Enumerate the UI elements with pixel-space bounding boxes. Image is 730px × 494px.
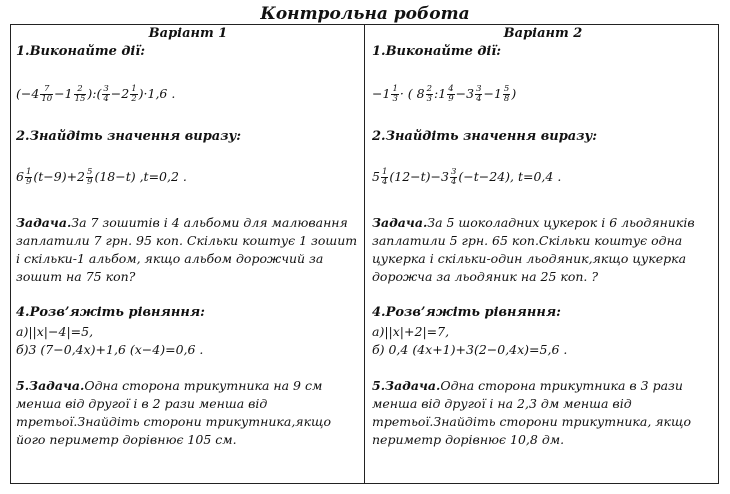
denominator: 3: [392, 94, 398, 104]
v2-task5-label: 5.Задача.: [372, 378, 441, 393]
numerator: 2: [74, 85, 87, 95]
v1-t2-fraction: [25, 168, 32, 187]
v1-task2-expression: [16, 168, 360, 187]
v2-task1-expression: [372, 85, 714, 104]
v2-task3: [372, 214, 714, 286]
denominator: 10: [41, 94, 53, 104]
numerator: 4: [448, 84, 454, 94]
v2-task2-title: 2.Знайдіть значення виразу:: [372, 129, 598, 144]
variant-2-column: [372, 25, 714, 483]
v2-t1-fraction: [391, 85, 398, 104]
numerator: 1: [381, 167, 388, 177]
v2-task3-text: За 5 шоколадних цукерок і 6 льодяників заплатили 5 грн. 65 коп.Скільки коштує одна цукерка і скільки-один льодяник,якщо цукерка дорожча за льодяник на 25 коп. ?: [372, 215, 695, 284]
v2-task5-text: Одна сторона трикутника в 3 рази менша від другої і на 2,3 дм менша від третьої.Знайдіть сторони трикутника, якщо периметр дорівнює 10,8 дм.: [372, 378, 692, 447]
worksheet-table: [10, 24, 719, 484]
v1-task3-text: За 7 зошитів і 4 альбоми для малювання заплатили 7 грн. 95 коп. Скільки коштує 1 зошит і скільки-1 альбом, якщо альбом дорожчий за зошит на 75 коп?: [16, 215, 358, 284]
denominator: 15: [74, 94, 86, 104]
v2-task1-title: 1.Виконайте дії:: [372, 44, 502, 59]
denominator: 9: [25, 177, 32, 187]
v2-t1-fraction: [447, 85, 454, 104]
numerator: 5: [503, 84, 510, 94]
v2-task4-title: 4.Розв’яжіть рівняння:: [372, 305, 561, 320]
v1-task5-label: 5.Задача.: [16, 378, 85, 393]
v2-t1-fraction: [475, 85, 482, 104]
v1-t2-part: (t−9)+2: [33, 169, 86, 184]
v1-task1-title: 1.Виконайте дії:: [16, 44, 146, 59]
v2-task2-expression: [372, 168, 714, 187]
v1-task5: [16, 377, 360, 449]
v1-t2-part: (18−t) ,t=0,2 .: [94, 169, 187, 184]
v1-task2-title: 2.Знайдіть значення виразу:: [16, 129, 242, 144]
v1-task4-title: 4.Розв’яжіть рівняння:: [16, 305, 205, 320]
v2-t2-fraction: [450, 168, 457, 187]
v1-task4-b: б)3 (7−0,4x)+1,6 (x−4)=0,6 .: [16, 342, 204, 357]
v2-t1-fraction: [426, 85, 433, 104]
v1-t1-part: −2: [110, 86, 130, 101]
v2-task4-a: а)||x|+2|=7,: [372, 324, 450, 339]
numerator: 1: [392, 84, 398, 94]
v1-t1-fraction: [74, 85, 87, 104]
numerator: 5: [87, 167, 93, 177]
v2-t1-fraction: [503, 85, 510, 104]
v2-t1-part: ): [511, 86, 517, 101]
v2-t1-part: :1: [434, 86, 447, 101]
v2-t2-part: (−t−24), t=0,4 .: [458, 169, 562, 184]
v2-task5: [372, 377, 714, 449]
v1-t1-part: )·1,6 .: [138, 86, 176, 101]
v1-t2-part: 6: [16, 169, 24, 184]
page-title: Контрольна робота: [260, 4, 470, 24]
denominator: 4: [450, 177, 457, 187]
v1-t1-fraction: [130, 85, 137, 104]
v1-t1-fraction: [40, 85, 53, 104]
denominator: 4: [476, 94, 482, 104]
v1-task3: [16, 214, 360, 286]
denominator: 2: [131, 94, 137, 104]
denominator: 9: [448, 94, 454, 104]
denominator: 8: [503, 94, 510, 104]
denominator: 4: [103, 94, 109, 104]
denominator: 3: [426, 94, 433, 104]
v1-t1-part: (−4: [16, 86, 40, 101]
numerator: 3: [450, 167, 457, 177]
v2-t1-part: · ( 8: [399, 86, 425, 101]
v1-task4-a: а)||x|−4|=5,: [16, 324, 94, 339]
v1-task3-label: Задача.: [16, 215, 72, 230]
denominator: 9: [87, 177, 93, 187]
numerator: 2: [426, 84, 433, 94]
denominator: 4: [381, 177, 388, 187]
v1-task1-expression: [16, 85, 360, 104]
v2-task3-label: Задача.: [372, 215, 428, 230]
numerator: 3: [476, 84, 482, 94]
numerator: 3: [103, 84, 109, 94]
v2-t1-part: −3: [455, 86, 475, 101]
v2-t1-part: −1: [372, 86, 391, 101]
v1-t2-fraction: [86, 168, 93, 187]
v1-t1-part: −1: [54, 86, 73, 101]
v1-t1-part: ):(: [87, 86, 102, 101]
numerator: 7: [40, 85, 53, 95]
variant-2-heading: Варіант 2: [503, 26, 583, 41]
v2-t1-part: −1: [483, 86, 502, 101]
variant-1-heading: Варіант 1: [148, 26, 228, 41]
v1-t1-fraction: [102, 85, 109, 104]
numerator: 1: [131, 84, 137, 94]
v2-t2-part: (12−t)−3: [389, 169, 449, 184]
numerator: 1: [25, 167, 32, 177]
column-divider: [364, 25, 365, 483]
v2-t2-part: 5: [372, 169, 380, 184]
variant-1-column: [16, 25, 360, 483]
v2-task4-b: б) 0,4 (4x+1)+3(2−0,4x)=5,6 .: [372, 342, 568, 357]
v1-task5-text: Одна сторона трикутника на 9 см менша від другої і в 2 рази менша від третьої.Знайдіть сторони трикутника,якщо його периметр дорівнює 105 см.: [16, 378, 332, 447]
v2-t2-fraction: [381, 168, 388, 187]
